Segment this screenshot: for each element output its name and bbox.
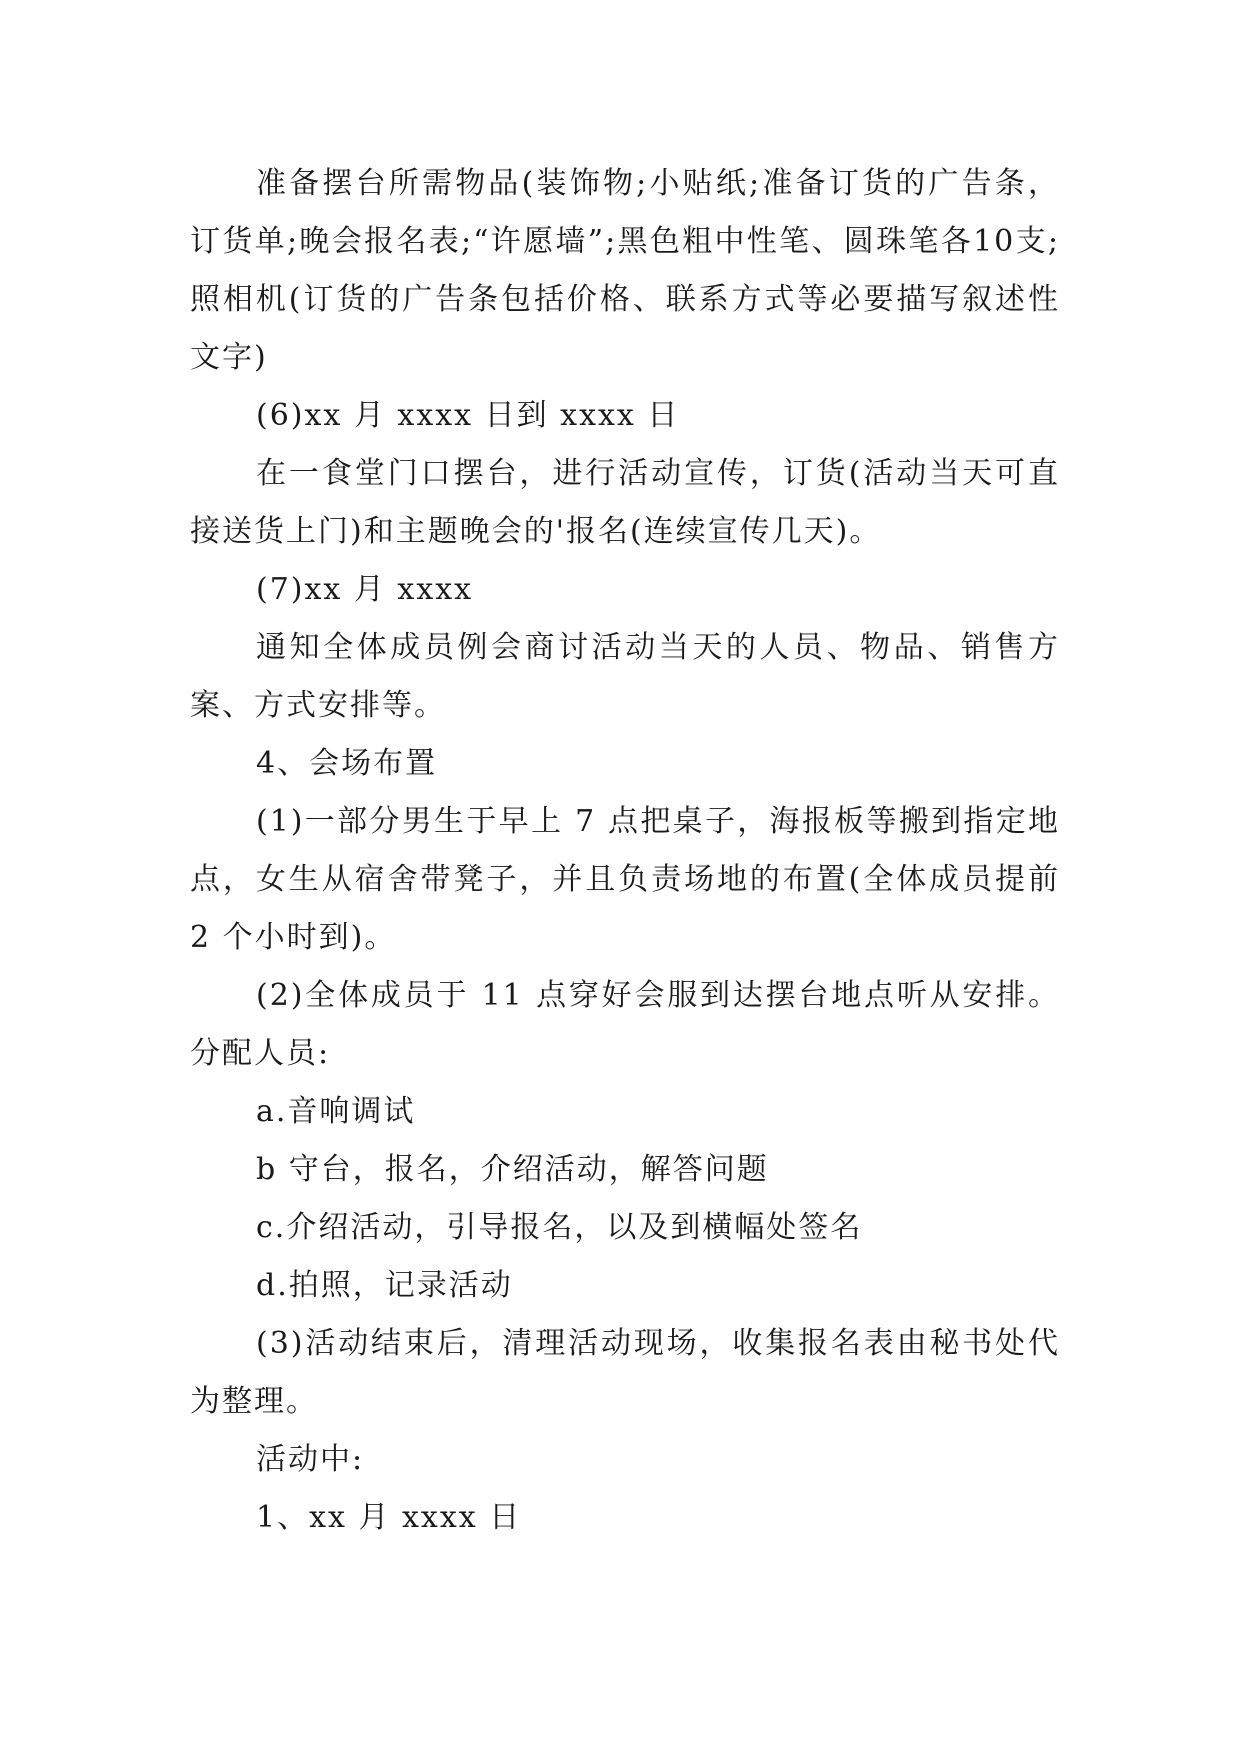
document-body bbox=[190, 155, 1060, 1547]
paragraph-venue-step-3: (3)活动结束后，清理活动现场，收集报名表由秘书处代为整理。 bbox=[190, 1326, 1060, 1419]
paragraph-item-6-date: (6)xx 月 xxxx 日到 xxxx 日 bbox=[256, 398, 680, 433]
list-item-d: d.拍照，记录活动 bbox=[256, 1268, 513, 1303]
list-item-c: c.介绍活动，引导报名，以及到横幅处签名 bbox=[256, 1210, 863, 1245]
paragraph-day-1-date: 1、xx 月 xxxx 日 bbox=[256, 1500, 522, 1535]
paragraph-meeting-notice: 通知全体成员例会商讨活动当天的人员、物品、销售方案、方式安排等。 bbox=[190, 630, 1060, 723]
paragraph-item-7-date: (7)xx 月 xxxx bbox=[256, 572, 474, 607]
section-heading-venue: 4、会场布置 bbox=[256, 746, 438, 781]
section-heading-during-event: 活动中: bbox=[256, 1442, 365, 1477]
list-item-a: a.音响调试 bbox=[256, 1094, 416, 1129]
paragraph-canteen-stand: 在一食堂门口摆台，进行活动宣传，订货(活动当天可直接送货上门)和主题晚会的'报名(连续宣传几天)。 bbox=[190, 456, 1060, 549]
list-item-b: b 守台，报名，介绍活动，解答问题 bbox=[256, 1152, 769, 1187]
paragraph-venue-step-1: (1)一部分男生于早上 7 点把桌子，海报板等搬到指定地点，女生从宿舍带凳子，并且负责场地的布置(全体成员提前 2 个小时到)。 bbox=[190, 804, 1060, 955]
paragraph-venue-step-2: (2)全体成员于 11 点穿好会服到达摆台地点听从安排。分配人员: bbox=[190, 978, 1060, 1071]
paragraph-supplies: 准备摆台所需物品(装饰物;小贴纸;准备订货的广告条，订货单;晚会报名表;“许愿墙”;黑色粗中性笔、圆珠笔各10支;照相机(订货的广告条包括价格、联系方式等必要描写叙述性文字) bbox=[190, 166, 1060, 375]
